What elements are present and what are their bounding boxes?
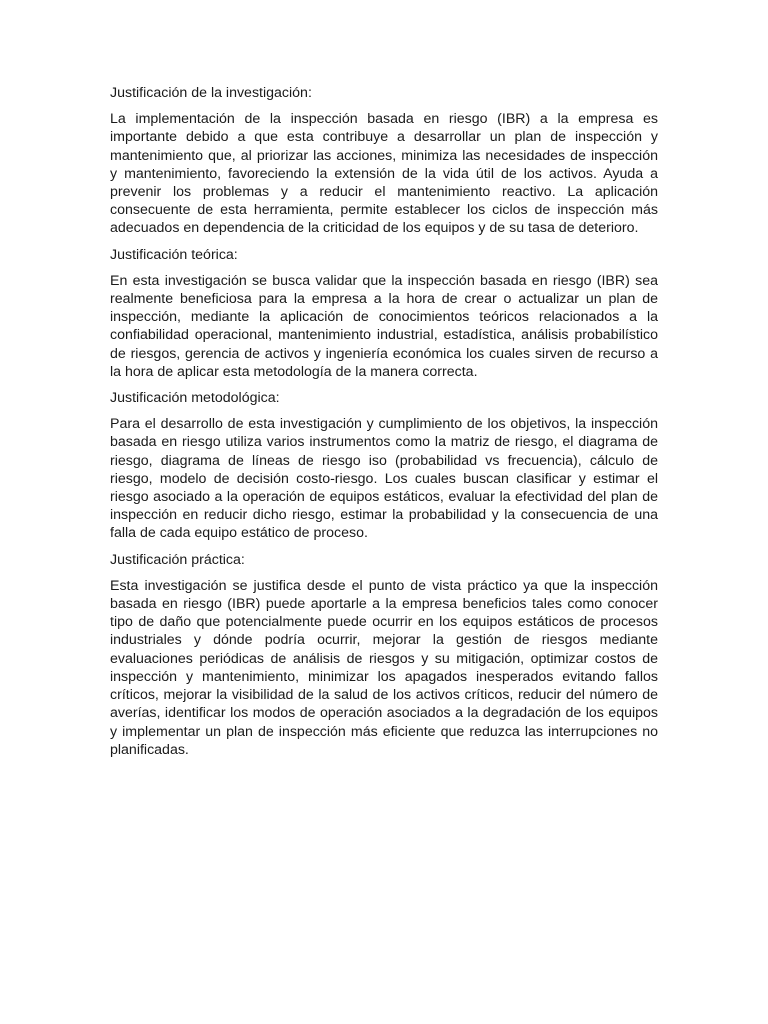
section-paragraph-justificacion-teorica: En esta investigación se busca validar que la inspección basada en riesgo (IBR) sea realmente beneficiosa para la empresa a la hora de crear o actualizar un plan de inspección, mediante la aplicación de conocimientos teóricos relacionados a la confiabilidad operacional, mantenimiento industrial, estadística, análisis probabilístico de riesgos, gerencia de activos y ingeniería económica los cuales sirven de recurso a la hora de aplicar esta metodología de la manera correcta. <box>110 272 658 380</box>
section-paragraph-justificacion-metodologica: Para el desarrollo de esta investigación y cumplimiento de los objetivos, la inspección basada en riesgo utiliza varios instrumentos como la matriz de riesgo, el diagrama de riesgo, diagrama de líneas de riesgo iso (probabilidad vs frecuencia), cálculo de riesgo, modelo de decisión costo-riesgo. Los cuales buscan clasificar y estimar el riesgo asociado a la operación de equipos estáticos, evaluar la efectividad del plan de inspección en reducir dicho riesgo, estimar la probabilidad y la consecuencia de una falla de cada equipo estático de proceso. <box>110 416 658 542</box>
section-paragraph-justificacion-investigacion: La implementación de la inspección basada en riesgo (IBR) a la empresa es importante debido a que esta contribuye a desarrollar un plan de inspección y mantenimiento que, al priorizar las acciones, minimiza las necesidades de inspección y mantenimiento, favoreciendo la extensión de la vida útil de los activos. Ayuda a prevenir los problemas y a reducir el mantenimiento reactivo. La aplicación consecuente de esta herramienta, permite establecer los ciclos de inspección más adecuados en dependencia de la criticidad de los equipos y de su tasa de deterioro. <box>110 111 658 237</box>
section-heading-justificacion-teorica: Justificación teórica: <box>110 246 238 263</box>
section-heading-justificacion-metodologica: Justificación metodológica: <box>110 390 280 407</box>
section-paragraph-justificacion-practica: Esta investigación se justifica desde el punto de vista práctico ya que la inspección basada en riesgo (IBR) puede aportarle a la empresa beneficios tales como conocer tipo de daño que potencialmente puede ocurrir en los equipos estáticos de procesos industriales y dónde podría ocurrir, mejorar la gestión de riesgos mediante evaluaciones periódicas de análisis de riesgos y su mitigación, optimizar costos de inspección y mantenimiento, minimizar los apagados inesperados evitando fallos críticos, mejorar la visibilidad de la salud de los activos críticos, reducir del número de averías, identificar los modos de operación asociados a la degradación de los equipos y implementar un plan de inspección más eficiente que reduzca las interrupciones no planificadas. <box>110 577 658 758</box>
section-heading-justificacion-practica: Justificación práctica: <box>110 551 245 568</box>
section-heading-justificacion-investigacion: Justificación de la investigación: <box>110 85 312 101</box>
document-body <box>110 84 658 767</box>
